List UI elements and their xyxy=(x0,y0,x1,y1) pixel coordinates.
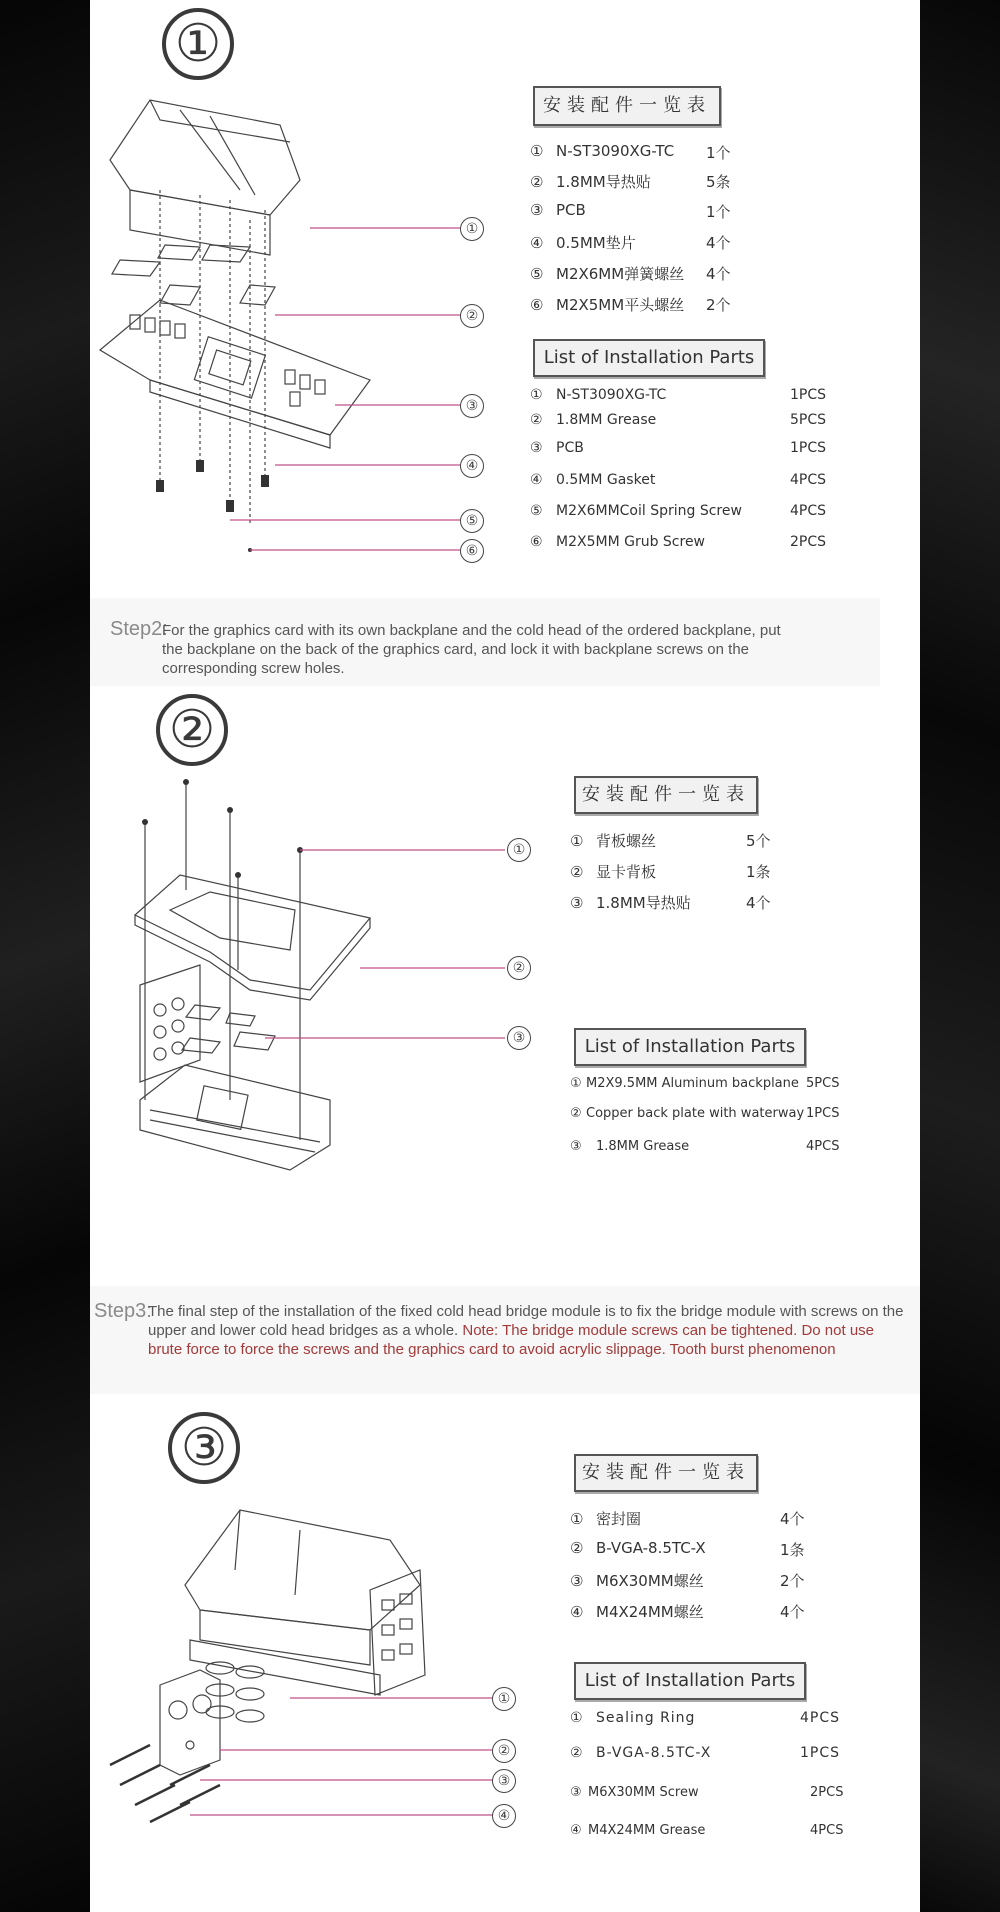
section-1-callout-5: ⑤ xyxy=(460,509,484,533)
section-1-cn-title: 安装配件一览表 xyxy=(533,86,721,126)
step-3-text: The final step of the installation of the fixed cold head bridge module is to fix the bridge module with screws on the upper and lower cold head bridges as a whole. xyxy=(148,1303,904,1339)
list-item: ② 1.8MM Grease 5PCS xyxy=(530,412,827,428)
step-2-text: For the graphics card with its own backplane and the cold head of the ordered backplane, put the backplane on the back of the graphics card, and lock it with backplane screws on the corresponding screw holes. xyxy=(162,622,781,677)
step-3-body xyxy=(148,1302,908,1359)
list-item: ① N-ST3090XG-TC 1PCS xyxy=(530,387,827,403)
step-2-box xyxy=(90,598,880,686)
list-item: ③ M6X30MM Screw 2PCS xyxy=(570,1785,844,1800)
step-3-label: Step3: xyxy=(94,1300,152,1322)
list-item: ③ 1.8MM Grease 4PCS xyxy=(570,1139,840,1154)
background-right xyxy=(920,0,1000,1912)
instruction-sheet xyxy=(90,0,920,1912)
section-3-callout-4: ④ xyxy=(492,1804,516,1828)
list-item: ⑤ M2X6MMCoil Spring Screw 4PCS xyxy=(530,503,827,519)
section-2-callout-3: ③ xyxy=(507,1026,531,1050)
step-2-label: Step2: xyxy=(110,618,168,640)
section-2-diagram xyxy=(90,770,440,1190)
section-3-callout-2: ② xyxy=(492,1739,516,1763)
list-item: ④ 0.5MM垫片 4个 xyxy=(530,234,731,252)
step-3-box xyxy=(90,1286,920,1394)
section-3-callout-1: ① xyxy=(492,1687,516,1711)
list-item: ④ M4X24MM螺丝 4个 xyxy=(570,1603,805,1621)
section-3-cn-title: 安装配件一览表 xyxy=(574,1454,758,1492)
list-item: ④ 0.5MM Gasket 4PCS xyxy=(530,472,827,488)
background-left xyxy=(0,0,90,1912)
section-2-cn-title: 安装配件一览表 xyxy=(574,776,758,814)
section-2-number: ② xyxy=(156,694,228,766)
section-1-callout-1: ① xyxy=(460,217,484,241)
list-item: ① M2X9.5MM Aluminum backplane 5PCS xyxy=(570,1076,840,1091)
section-1-callout-3: ③ xyxy=(460,394,484,418)
section-3-diagram xyxy=(90,1500,450,1840)
list-item: ① N-ST3090XG-TC 1个 xyxy=(530,142,731,162)
list-item: ① 背板螺丝 5个 xyxy=(570,832,771,850)
section-2-callout-2: ② xyxy=(507,956,531,980)
list-item: ② 显卡背板 1条 xyxy=(570,863,771,881)
section-1-callout-4: ④ xyxy=(460,454,484,478)
list-item: ③ 1.8MM导热贴 4个 xyxy=(570,894,771,912)
step-3-note: Note: The bridge module screws can be tightened. Do not use brute force to force the screws and the graphics card to avoid acrylic slippage. Tooth burst phenomenon xyxy=(148,1322,875,1358)
list-item: ③ PCB 1个 xyxy=(530,201,731,221)
section-3-number: ③ xyxy=(168,1412,240,1484)
list-item: ② 1.8MM导热贴 5条 xyxy=(530,173,731,191)
section-1-en-title: List of Installation Parts xyxy=(533,339,765,377)
section-1-number: ① xyxy=(162,8,234,80)
list-item: ③ M6X30MM螺丝 2个 xyxy=(570,1572,805,1590)
section-3-callout-3: ③ xyxy=(492,1769,516,1793)
list-item: ① 密封圈 4个 xyxy=(570,1510,805,1528)
list-item: ① Sealing Ring 4PCS xyxy=(570,1710,841,1726)
section-2-en-title: List of Installation Parts xyxy=(574,1028,806,1066)
list-item: ② B-VGA-8.5TC-X 1PCS xyxy=(570,1745,841,1761)
section-2-callout-1: ① xyxy=(507,838,531,862)
list-item: ② Copper back plate with waterway 1PCS xyxy=(570,1106,840,1121)
list-item: ② B-VGA-8.5TC-X 1条 xyxy=(570,1539,805,1559)
list-item: ④ M4X24MM Grease 4PCS xyxy=(570,1823,844,1838)
list-item: ⑥ M2X5MM Grub Screw 2PCS xyxy=(530,534,827,550)
section-1-callout-2: ② xyxy=(460,304,484,328)
list-item: ⑤ M2X6MM弹簧螺丝 4个 xyxy=(530,265,731,283)
section-1-callout-6: ⑥ xyxy=(460,539,484,563)
list-item: ③ PCB 1PCS xyxy=(530,440,827,456)
section-3-en-title: List of Installation Parts xyxy=(574,1662,806,1700)
list-item: ⑥ M2X5MM平头螺丝 2个 xyxy=(530,296,731,314)
section-1-diagram xyxy=(90,80,450,560)
